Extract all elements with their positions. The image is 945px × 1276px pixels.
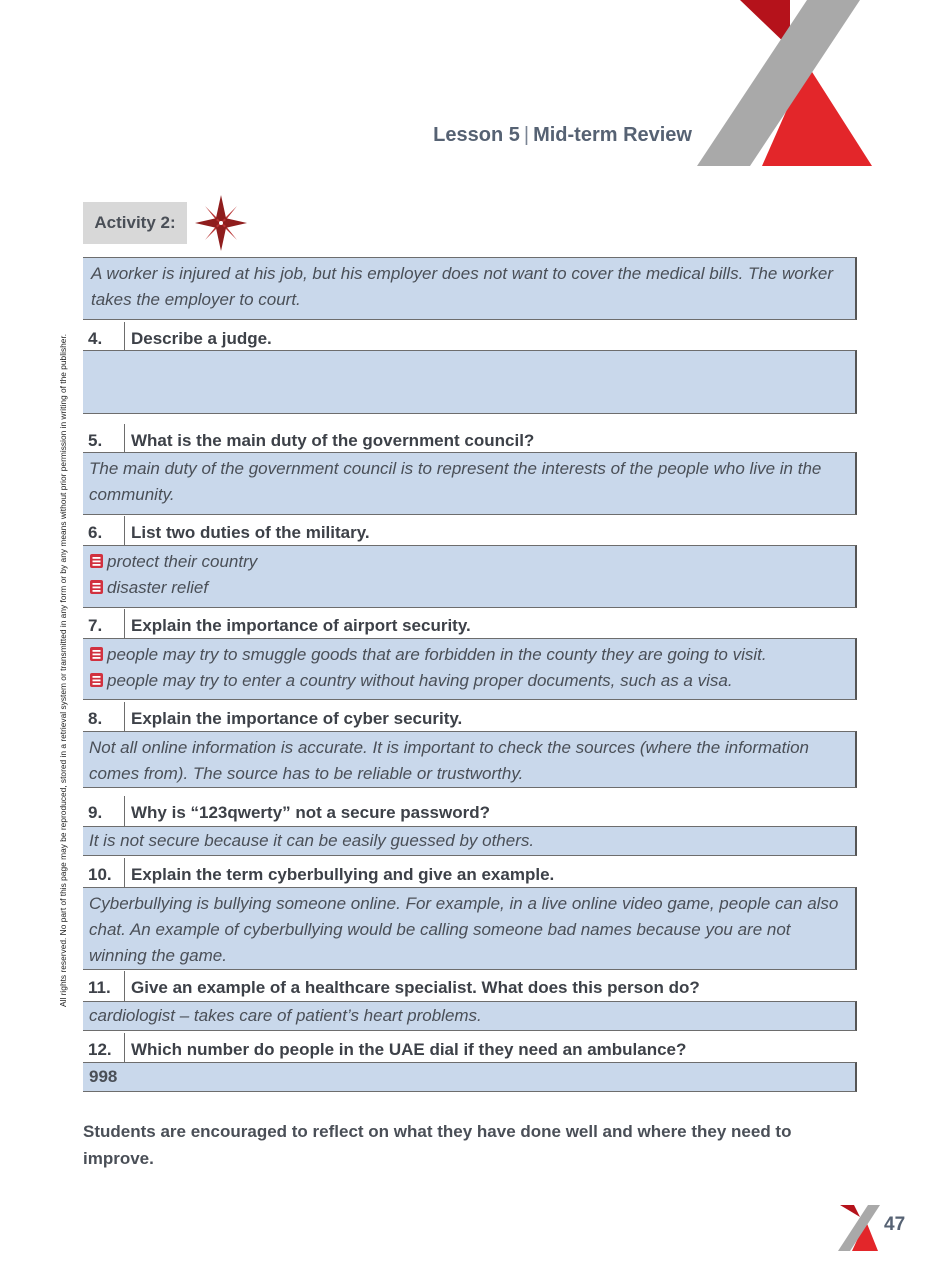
question-4 xyxy=(83,322,857,352)
question-5 xyxy=(83,424,857,454)
question-number: 11. xyxy=(88,971,125,1001)
question-number: 12. xyxy=(88,1033,125,1063)
header-separator: | xyxy=(523,124,530,146)
brand-logo-small xyxy=(838,1205,882,1251)
bullet-text: people may try to enter a country without having proper documents, such as a visa. xyxy=(107,671,733,690)
question-text: Describe a judge. xyxy=(131,329,272,348)
answer-8: Not all online information is accurate. It is important to check the sources (where the information comes from). The source has to be reliable or trustworthy. xyxy=(83,731,857,788)
question-number: 6. xyxy=(88,516,125,546)
question-12 xyxy=(83,1033,857,1063)
list-item xyxy=(89,575,849,601)
scenario-box: A worker is injured at his job, but his employer does not want to cover the medical bills. The worker takes the employer to court. xyxy=(83,257,857,320)
copyright-notice: All rights reserved. No part of this page may be reproduced, stored in a retrieval system or transmitted in any form or by any means without prior permission in writing of the publisher. xyxy=(58,333,68,1007)
brand-logo xyxy=(695,0,875,168)
answer-6 xyxy=(83,545,857,608)
question-number: 8. xyxy=(88,702,125,732)
answer-4-field[interactable] xyxy=(83,350,857,414)
question-7 xyxy=(83,609,857,639)
activity-label: Activity 2: xyxy=(83,202,187,244)
question-6 xyxy=(83,516,857,546)
answer-5: The main duty of the government council is to represent the interests of the people who live in the community. xyxy=(83,452,857,515)
bullet-text: people may try to smuggle goods that are forbidden in the county they are going to visit. xyxy=(107,645,767,664)
list-item xyxy=(89,642,849,668)
question-text: Which number do people in the UAE dial if they need an ambulance? xyxy=(131,1040,687,1059)
book-icon xyxy=(89,579,104,595)
page-number: 47 xyxy=(884,1214,906,1235)
question-text: List two duties of the military. xyxy=(131,523,370,542)
question-10 xyxy=(83,858,857,888)
answer-9: It is not secure because it can be easily guessed by others. xyxy=(83,826,857,856)
list-item xyxy=(89,549,849,575)
list-item xyxy=(89,668,849,694)
question-number: 5. xyxy=(88,424,125,454)
book-icon xyxy=(89,646,104,662)
bullet-text: protect their country xyxy=(107,552,258,571)
answer-7 xyxy=(83,638,857,700)
question-number: 10. xyxy=(88,858,125,888)
question-number: 7. xyxy=(88,609,125,639)
answer-12: 998 xyxy=(83,1062,857,1092)
answer-11: cardiologist – takes care of patient’s heart problems. xyxy=(83,1001,857,1031)
answer-10: Cyberbullying is bullying someone online. For example, in a live online video game, people can also chat. An example of cyberbullying would be calling someone bad names because you are not winning the game. xyxy=(83,887,857,970)
book-icon xyxy=(89,553,104,569)
question-text: Why is “123qwerty” not a secure password? xyxy=(131,803,491,822)
question-number: 4. xyxy=(88,322,125,352)
lesson-title: Mid-term Review xyxy=(533,124,692,146)
question-11 xyxy=(83,971,857,1001)
question-text: What is the main duty of the government council? xyxy=(131,431,535,450)
lesson-label: Lesson 5 xyxy=(433,124,520,146)
compass-icon xyxy=(193,193,249,253)
question-9 xyxy=(83,796,857,826)
bullet-text: disaster relief xyxy=(107,578,209,597)
question-text: Explain the importance of cyber security. xyxy=(131,709,463,728)
reflection-note: Students are encouraged to reflect on what they have done well and where they need to improve. xyxy=(83,1122,792,1168)
page-header xyxy=(300,124,692,147)
question-text: Explain the importance of airport security. xyxy=(131,616,471,635)
question-number: 9. xyxy=(88,796,125,826)
question-text: Give an example of a healthcare specialist. What does this person do? xyxy=(131,978,700,997)
question-8 xyxy=(83,702,857,732)
question-text: Explain the term cyberbullying and give an example. xyxy=(131,865,555,884)
book-icon xyxy=(89,672,104,688)
